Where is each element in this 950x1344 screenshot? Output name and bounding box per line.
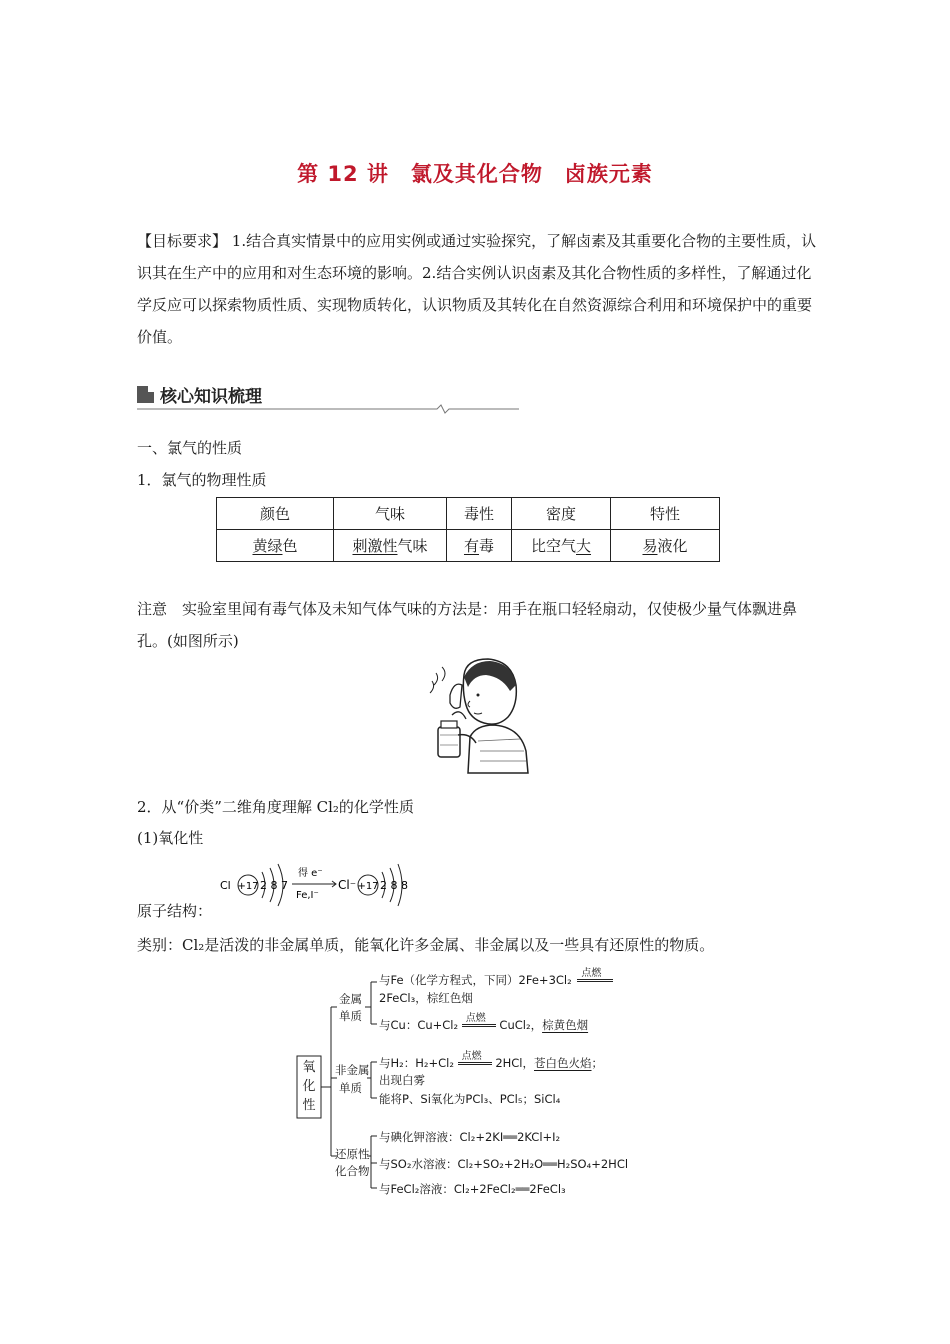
arrow-bottom-label: Fe,I⁻ [296,890,319,901]
fe-reaction-line-2: 2FeCl₃，棕红色烟 [379,991,473,1005]
table-cell: 黄绿色 [217,530,334,562]
nonmetal-label-2: 单质 [339,1081,362,1095]
shells-before: 2 8 7 [260,879,288,892]
section-divider [137,404,519,414]
heading-physical-properties: 1．氯气的物理性质 [137,471,267,489]
reducing-label-2: 化合物 [335,1164,370,1178]
so2-reaction-line: 与SO₂水溶液：Cl₂+SO₂+2H₂O══H₂SO₄+2HCl [379,1157,629,1171]
nonmetal-label-1: 非金属 [335,1063,370,1077]
objectives-text: 1.结合真实情景中的应用实例或通过实验探究，了解卤素及其重要化合物的主要性质，认识其在生产中的应用和对生态环境的影响。2.结合实例认识卤素及其化合物性质的多样性，了解通过化学反应可以探索物质性质、实现物质转化，认识物质及其转化在自然资源综合利用和环境保护中的重要价值。 [137,232,817,346]
chloride-symbol: Cl⁻ [338,878,357,892]
oxidation-tree-diagram [295,966,675,1206]
fecl2-reaction-line: 与FeCl₂溶液：Cl₂+2FeCl₂══2FeCl₃ [379,1182,566,1196]
objectives-tag: 【目标要求】 [137,232,228,250]
smell-gas-illustration [420,655,532,777]
heading-chlorine-properties: 一、氯气的性质 [137,439,243,457]
atom-structure-label: 原子结构： [137,902,213,920]
table-header-cell: 毒性 [447,498,512,530]
table-header-cell: 密度 [512,498,611,530]
table-cell: 有毒 [447,530,512,562]
tree-root-label: 氧化性 [302,1060,316,1113]
heading-chemical-properties: 2．从“价类”二维角度理解 Cl₂的化学性质 [137,798,414,816]
metal-label-2: 单质 [339,1009,362,1023]
metal-label-1: 金属 [339,992,362,1006]
table-header-cell: 特性 [611,498,720,530]
arrow-top-label: 得 e⁻ [298,868,323,879]
objectives-paragraph [137,225,817,353]
page-title: 第 12 讲 氯及其化合物 卤族元素 [297,162,653,186]
nucleus-charge: +17 [237,881,259,892]
chlorine-symbol: Cl [220,879,231,892]
section-title: 核心知识梳理 [160,387,262,407]
atom-structure-diagram [218,856,408,914]
table-header-cell: 气味 [334,498,447,530]
ki-reaction-line: 与碘化钾溶液：Cl₂+2KI══2KCl+I₂ [379,1130,561,1144]
table-header-cell: 颜色 [217,498,334,530]
table-cell: 比空气大 [512,530,611,562]
nucleus-charge-2: +17 [357,881,379,892]
physical-properties-table [216,497,720,562]
fe-reaction-line: 与Fe（化学方程式，下同）2Fe+3Cl₂ 点燃 [379,972,613,988]
section-square-icon [137,386,154,403]
h2-reaction-line-2: 出现白雾 [379,1073,425,1087]
p-si-reaction-line: 能将P、Si氧化为PCl₃、PCl₅；SiCl₄ [379,1092,561,1106]
table-header-row [217,498,720,530]
heading-oxidizing: (1)氧化性 [137,829,204,847]
category-text: 类别：Cl₂是活泼的非金属单质，能氧化许多金属、非金属以及一些具有还原性的物质。 [137,936,715,954]
table-cell: 易液化 [611,530,720,562]
cu-reaction-line: 与Cu：Cu+Cl₂ 点燃 CuCl₂，棕黄色烟 [379,1013,589,1032]
shells-after: 2 8 8 [380,879,408,892]
note-paragraph: 注意 实验室里闻有毒气体及未知气体气味的方法是：用手在瓶口轻轻扇动，仅使极少量气体飘进鼻孔。(如图所示) [137,600,798,650]
table-row [217,530,720,562]
table-cell: 刺激性气味 [334,530,447,562]
reducing-label-1: 还原性 [335,1147,370,1161]
h2-reaction-line: 与H₂：H₂+Cl₂ 点燃 2HCl，苍白色火焰； [379,1051,604,1070]
